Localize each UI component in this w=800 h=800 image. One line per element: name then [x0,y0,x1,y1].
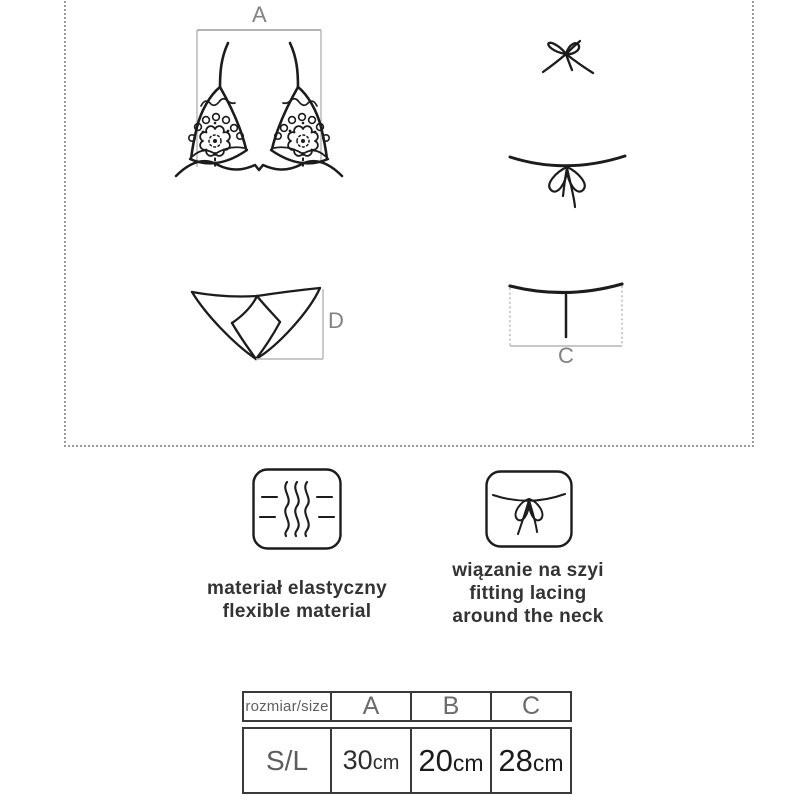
header-cell-size: rozmiar/size [245,698,329,715]
bottom-back-drawing [510,284,622,368]
row-cell-value-a [330,729,410,792]
caption-line: materiał elastyczny [207,578,387,599]
value-a-unit: cm [372,752,400,774]
neck-bow-drawing [543,41,593,73]
measure-label-a: A [252,2,267,27]
bottom-front-drawing [192,288,344,359]
flexible-material-icon [252,468,342,550]
size-table-header [242,691,572,722]
caption-line: wiązanie na szyi [452,560,604,581]
measure-label-c: C [558,343,574,368]
row-cell-size-label: S/L [265,744,309,776]
caption-line: fitting lacing [469,583,587,604]
value-b-number: 20 [418,742,453,778]
feature-caption-lacing [378,559,678,628]
size-table [242,691,572,794]
header-cell-c: C [490,693,570,720]
row-cell-value-c [490,729,570,792]
caption-line: flexible material [222,601,372,622]
neck-lacing-icon [485,470,573,548]
garment-diagram [64,0,754,445]
header-cell-b: B [410,693,490,720]
value-b-unit: cm [452,749,484,776]
value-a-number: 30 [342,745,373,775]
value-c-unit: cm [532,749,564,776]
size-table-row [242,727,572,794]
header-cell-a: A [330,693,410,720]
row-cell-value-b [410,729,490,792]
measure-label-d: D [328,308,344,333]
halter-tie-back-drawing [510,156,625,207]
bra-top-drawing [176,43,342,176]
value-c-number: 28 [498,742,533,778]
caption-line: around the neck [452,606,604,627]
